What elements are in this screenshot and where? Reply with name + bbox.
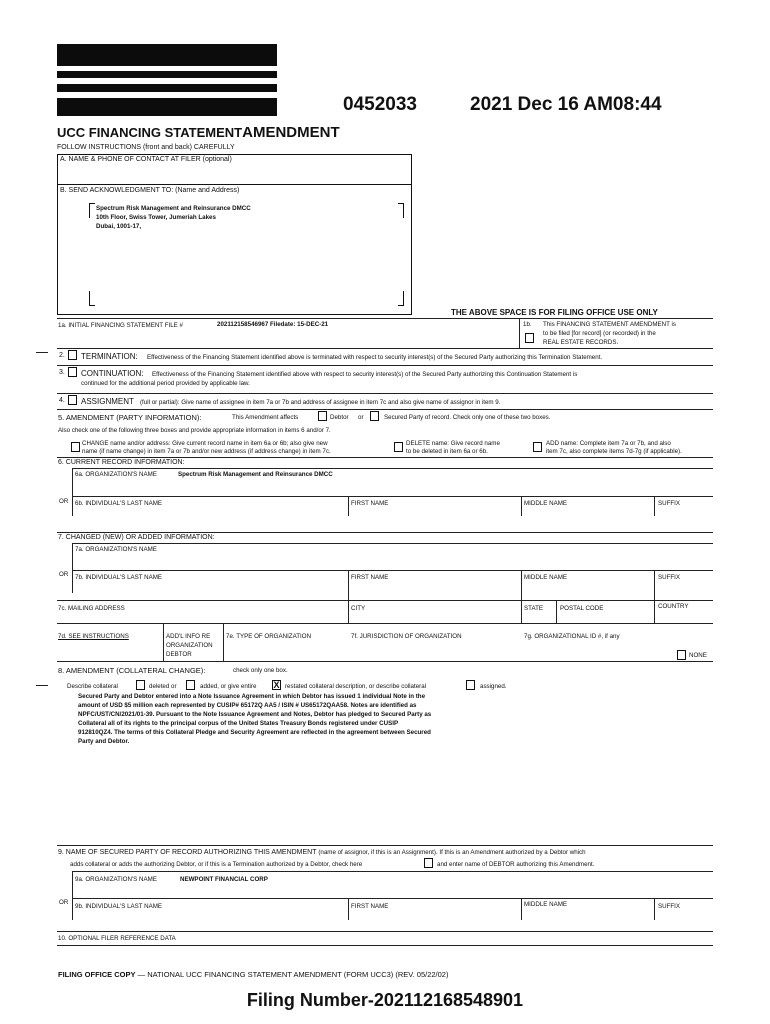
item-6-label: 6. CURRENT RECORD INFORMATION: [58,459,185,466]
item-7e-label: 7e. TYPE OF ORGANIZATION [226,633,312,640]
item-8-added: added, or give entire [200,683,257,690]
item-7-addl1: ADD'L INFO RE [166,633,211,640]
form-title-prefix: UCC FINANCING STATEMENT [57,125,243,140]
item-4-text: (full or partial): Give name of assignee in item 7a or 7b and address of assignee in item 7c and also give name of assignor in item 9. [140,399,501,406]
item-1b-line3: REAL ESTATE RECORDS. [543,339,619,346]
item-8-describe: Describe collateral [67,683,118,690]
item-9-line2a: adds collateral or adds the authorizing Debtor, or if this is a Termination authorized by a Debtor, check here [70,861,363,868]
margin-dash [36,352,48,353]
item-3-num: 3. [59,369,65,376]
debtor-checkbox[interactable] [318,411,327,421]
item-5-or: or [358,414,364,421]
real-estate-checkbox[interactable] [525,333,534,343]
contact-label[interactable]: A. NAME & PHONE OF CONTACT AT FILER (optional) [60,156,232,163]
item-8-label: 8. AMENDMENT (COLLATERAL CHANGE): [58,666,206,675]
item-8-restated: restated collateral description, or describe collateral [285,683,427,690]
item-7f-label: 7f. JURISDICTION OF ORGANIZATION [351,633,462,640]
item-5-delete2: to be deleted in item 6a or 6b. [406,448,488,455]
none-checkbox[interactable] [677,650,686,660]
item-9-title-note: (name of assignor, if this is an Assignment). If this is an Amendment authorized by a Debtor which [318,849,586,856]
item-7g-label: 7g. ORGANIZATIONAL ID #, if any [524,633,620,640]
item-6-middle-name: MIDDLE NAME [524,500,567,507]
ack-address-line3: Dubai, 1001-17, [96,223,142,230]
bracket-bottom-left [89,291,95,306]
item-6b-label: 6b. INDIVIDUAL'S LAST NAME [75,500,163,507]
item-7-addl2: ORGANIZATION [166,642,213,649]
item-2-label: TERMINATION: [81,352,138,361]
filing-number: Filing Number-202112168548901 [246,990,524,1010]
item-3-text2: continued for the additional period provided by applicable law. [81,380,250,387]
item-7-or: OR [59,571,69,578]
termination-checkbox[interactable] [68,350,77,360]
follow-instructions: FOLLOW INSTRUCTIONS (front and back) CAREFULLY [57,144,235,151]
item-6-suffix: SUFFIX [658,500,681,507]
ack-address-line2: 10th Floor, Swiss Tower, Jumeriah Lakes [96,214,216,221]
collateral-added-checkbox[interactable] [186,680,195,690]
item-9b-label: 9b. INDIVIDUAL'S LAST NAME [75,903,163,910]
item-5-label: 5. AMENDMENT (PARTY INFORMATION): [58,413,202,422]
add-checkbox[interactable] [533,442,542,452]
footer-dash: — [135,970,148,979]
item-7-first-name: FIRST NAME [351,574,389,581]
footer-form: NATIONAL UCC FINANCING STATEMENT AMENDMENT (FORM UCC3) (REV. 05/22/02) [147,970,449,979]
item-9-suffix: SUFFIX [658,903,681,910]
redaction-bar [57,98,277,116]
margin-dash [36,685,48,686]
item-5-also: Also check one of the following three boxes and provide appropriate information in items 6 and/or 7. [58,427,331,434]
item-7b-label: 7b. INDIVIDUAL'S LAST NAME [75,574,163,581]
item-7-state: STATE [524,605,544,612]
item-7a-label: 7a. ORGANIZATION'S NAME [75,546,157,553]
bracket-bottom-right [398,291,404,306]
item-9a-label: 9a. ORGANIZATION'S NAME [75,876,157,883]
form-footer [58,970,448,979]
collateral-description-line: 912810QZ4. The terms of this Collateral Pledge and Security Agreement are reflected in the agreement between Secured [78,729,431,736]
item-5-change2: name (if name change) in item 7a or 7b and/or new address (if address change) in item 7c. [82,448,331,455]
collateral-description-line: amount of USD $5 million each represented by CUSIP# 65172Q AA5 / ISIN # US65172QAA58. Notes are identified as [78,702,417,709]
filing-office-note: THE ABOVE SPACE IS FOR FILING OFFICE USE ONLY [451,308,658,317]
item-3-text: Effectiveness of the Financing Statement identified above with respect to security interest(s) of the Secured Party authorizing this Continuation Statement is [152,371,578,378]
item-5-delete1: DELETE name: Give record name [406,440,500,447]
collateral-description-line: Party and Debtor. [78,738,130,745]
item-2-text: Effectiveness of the Financing Statement identified above is terminated with respect to security interest(s) of the Secured Party authorizing this Termination Statement. [147,354,603,361]
item-5-affects: This Amendment affects [232,414,299,421]
item-5-secured: Secured Party of record. Check only one of these two boxes. [384,414,551,421]
item-1b-line2: to be filed [for record] (or recorded) in the [543,330,656,337]
item-9-title: 9. NAME OF SECURED PARTY OF RECORD AUTHORIZING THIS AMENDMENT [58,849,317,856]
collateral-deleted-checkbox[interactable] [136,680,145,690]
item-6-first-name: FIRST NAME [351,500,389,507]
form-title-suffix: AMENDMENT [242,124,340,141]
item-1a-value[interactable]: 202112158546967 Filedate: 15-DEC-21 [217,321,329,328]
continuation-checkbox[interactable] [68,367,77,377]
item-6a-label: 6a. ORGANIZATION'S NAME [75,471,157,478]
secured-party-checkbox[interactable] [370,411,379,421]
item-1a-label: 1a. INITIAL FINANCING STATEMENT FILE # [58,322,183,329]
item-5-add1: ADD name: Complete item 7a or 7b, and also [546,440,671,447]
delete-checkbox[interactable] [394,442,403,452]
item-6a-value[interactable]: Spectrum Risk Management and Reinsurance DMCC [178,471,333,478]
item-9-or: OR [59,899,69,906]
collateral-description-line: Secured Party and Debtor entered into a Note Issuance Agreement in which Debtor has issued 1 individual Note in the [78,693,426,700]
item-7-city: CITY [351,605,366,612]
item-5-change1: CHANGE name and/or address: Give current record name in item 6a or 6b; also give new [82,440,328,447]
bracket-top-right [398,203,404,218]
item-7-suffix: SUFFIX [658,574,681,581]
item-7-label: 7. CHANGED (NEW) OR ADDED INFORMATION: [58,534,215,541]
see-instructions-link[interactable]: 7d. SEE INSTRUCTIONS [58,633,129,640]
bracket-top-left [89,203,95,218]
footer-copy: FILING OFFICE COPY [58,970,136,979]
item-7-addl3: DEBTOR [166,651,192,658]
item-2-num: 2. [59,352,65,359]
item-10-label: 10. OPTIONAL FILER REFERENCE DATA [58,935,176,942]
form-title [57,124,340,141]
assignment-checkbox[interactable] [68,395,77,405]
change-checkbox[interactable] [71,442,80,452]
item-1b-line1: This FINANCING STATEMENT AMENDMENT is [543,321,676,328]
stamp-datetime: 2021 Dec 16 AM08:44 [470,94,662,115]
item-7-country: COUNTRY [658,603,689,610]
debtor-authorizing-checkbox[interactable] [424,858,433,868]
redaction-bar [57,44,277,66]
collateral-description-line: NPFC/UST/CN/2021/01-39. Pursuant to the Note Issuance Agreement and Notes, Debtor has pledged to Secured Party as [78,711,432,718]
ack-address-line1: Spectrum Risk Management and Reinsurance DMCC [96,205,251,212]
item-5-debtor: Debtor [330,414,349,421]
item-4-num: 4. [59,397,65,404]
item-8-assigned: assigned. [480,683,507,690]
item-8-check: check only one box. [233,667,288,674]
item-9-middle-name: MIDDLE NAME [524,901,567,908]
item-7-middle-name: MIDDLE NAME [524,574,567,581]
item-9-line1 [58,849,586,857]
item-9a-value[interactable]: NEWPOINT FINANCIAL CORP [180,876,268,883]
item-7c-label: 7c. MAILING ADDRESS [58,605,125,612]
item-9-first-name: FIRST NAME [351,903,389,910]
item-5-add2: item 7c, also complete items 7d-7g (if applicable). [546,448,682,455]
acknowledgment-label: B. SEND ACKNOWLEDGMENT TO: (Name and Address) [60,187,240,194]
item-6-or: OR [59,498,69,505]
item-9-line2b: and enter name of DEBTOR authorizing this Amendment. [437,861,595,868]
item-1b-num: 1b. [523,321,532,328]
item-7-postal: POSTAL CODE [560,605,604,612]
item-4-label: ASSIGNMENT [81,397,134,406]
collateral-restated-checkbox[interactable]: X [273,680,280,690]
item-8-deleted: deleted or [149,683,177,690]
acknowledgment-box [57,183,412,315]
stamp-file-number: 0452033 [343,94,417,115]
item-3-label: CONTINUATION: [81,369,144,378]
redaction-bar [57,71,277,78]
collateral-description-line: Collateral all of its rights to the principal corpus of the United States Treasury Bonds registered under CUSIP [78,720,399,727]
redaction-bar [57,84,277,92]
item-7-none: NONE [689,652,707,659]
collateral-assigned-checkbox[interactable] [466,680,475,690]
